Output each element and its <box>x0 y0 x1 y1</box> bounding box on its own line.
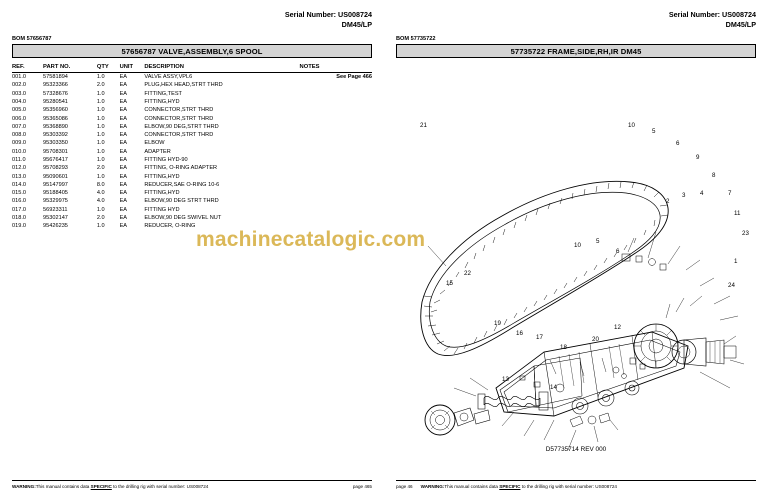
callout-10b: 10 <box>574 242 581 249</box>
right-model: DM45/LP <box>725 19 756 29</box>
cell-ref: 019.0 <box>12 223 26 230</box>
left-warning-strong: SPECIFIC <box>90 484 112 489</box>
left-warning-pre: This manual contains data <box>35 484 91 489</box>
cell-qty: 2.0 <box>96 82 105 89</box>
callout-2: 2 <box>666 198 670 205</box>
cell-notes <box>300 222 372 230</box>
cell-part: 95323366 <box>43 82 68 89</box>
table-row <box>12 206 372 214</box>
left-assembly-title: 57656787 VALVE,ASSEMBLY,6 SPOOL <box>121 46 263 56</box>
table-row <box>12 214 372 222</box>
right-page-number: page 46 <box>396 484 413 489</box>
callout-4: 4 <box>700 190 704 197</box>
cell-ref: 001.0 <box>12 74 26 81</box>
right-title-bar <box>396 44 756 58</box>
cell-unit: EA <box>119 132 128 139</box>
cell-part: 95280541 <box>43 98 68 105</box>
table-row <box>12 164 372 172</box>
table-row <box>12 222 372 230</box>
cell-ref: 018.0 <box>12 214 26 221</box>
cell-unit: EA <box>119 190 128 197</box>
figure-drawing-code: D57735714 REV 000 <box>545 446 607 453</box>
cell-qty: 8.0 <box>96 181 105 188</box>
callout-6b: 6 <box>616 248 620 255</box>
right-warning-post: to the drilling rig with serial number: US008724 <box>520 484 617 489</box>
callout-11: 11 <box>734 210 741 217</box>
cell-part: 95356960 <box>43 107 68 114</box>
cell-unit: EA <box>119 206 128 213</box>
callout-5b: 5 <box>596 238 600 245</box>
cell-desc: ELBOW <box>144 140 165 147</box>
left-serial-value: US008724 <box>338 10 372 19</box>
cell-ref: 013.0 <box>12 173 26 180</box>
callout-19: 19 <box>494 320 501 327</box>
cell-unit: EA <box>119 165 128 172</box>
cell-unit: EA <box>119 156 128 163</box>
table-row <box>12 197 372 205</box>
cell-desc: ADAPTER <box>144 148 171 155</box>
cell-desc: VALVE ASSY,VPL6 <box>144 74 193 81</box>
right-serial-label: Serial Number: <box>668 10 721 19</box>
cell-part: 57328676 <box>43 90 68 97</box>
cell-notes[interactable]: See Page 466 <box>336 74 372 81</box>
cell-desc: FITTING HYD <box>144 206 180 213</box>
table-row <box>12 139 372 147</box>
cell-qty: 1.0 <box>96 132 105 139</box>
cell-qty: 1.0 <box>96 173 105 180</box>
cell-part: 95368890 <box>43 123 68 130</box>
cell-ref: 010.0 <box>12 148 26 155</box>
cell-desc: REDUCER,SAE O-RING 10-6 <box>144 181 220 188</box>
cell-part: 95329975 <box>43 198 68 205</box>
cell-part: 95303350 <box>43 140 68 147</box>
cell-part: 95188405 <box>43 190 68 197</box>
cell-part: 95365086 <box>43 115 68 122</box>
col-qty: QTY <box>97 64 120 73</box>
callout-8: 8 <box>712 172 716 179</box>
col-unit: UNIT <box>120 64 145 73</box>
cell-qty: 1.0 <box>96 156 105 163</box>
cell-ref: 017.0 <box>12 206 26 213</box>
cell-qty: 1.0 <box>96 90 105 97</box>
table-row <box>12 73 372 82</box>
cell-notes <box>300 197 372 205</box>
right-serial-block <box>669 10 756 29</box>
callout-20: 20 <box>592 336 599 343</box>
cell-notes <box>300 172 372 180</box>
right-serial-value: US008724 <box>722 10 756 19</box>
callout-5: 5 <box>652 128 656 135</box>
cell-desc: CONNECTOR,STRT THRD <box>144 132 214 139</box>
table-row <box>12 148 372 156</box>
cell-qty: 1.0 <box>96 98 105 105</box>
callout-7: 7 <box>728 190 732 197</box>
cell-qty: 1.0 <box>96 206 105 213</box>
right-warning-label: WARNING: <box>420 484 445 489</box>
cell-part: 95708293 <box>43 165 68 172</box>
table-row <box>12 123 372 131</box>
right-footer <box>396 480 756 489</box>
cell-part: 95302147 <box>43 214 68 221</box>
cell-notes <box>300 181 372 189</box>
table-row <box>12 106 372 114</box>
cell-unit: EA <box>119 148 128 155</box>
cell-unit: EA <box>119 140 128 147</box>
cell-notes <box>300 106 372 114</box>
cell-notes <box>300 131 372 139</box>
cell-ref: 008.0 <box>12 132 26 139</box>
table-row <box>12 156 372 164</box>
cell-qty: 2.0 <box>96 165 105 172</box>
cell-ref: 016.0 <box>12 198 26 205</box>
cell-unit: EA <box>119 181 128 188</box>
cell-qty: 4.0 <box>96 198 105 205</box>
cell-ref: 005.0 <box>12 107 26 114</box>
cell-notes <box>300 148 372 156</box>
cell-desc: FITTING,HYD <box>144 190 180 197</box>
cell-qty: 2.0 <box>96 214 105 221</box>
cell-qty: 1.0 <box>96 74 105 81</box>
cell-qty: 1.0 <box>96 107 105 114</box>
callout-12: 12 <box>614 324 621 331</box>
right-warning-strong: SPECIFIC <box>499 484 521 489</box>
left-warning-text <box>12 484 345 489</box>
cell-notes <box>300 81 372 89</box>
cell-unit: EA <box>119 107 128 114</box>
left-bom-label: BOM 57656787 <box>12 36 52 42</box>
cell-notes <box>300 214 372 222</box>
cell-notes <box>300 123 372 131</box>
table-row <box>12 90 372 98</box>
cell-desc: CONNECTOR,STRT THRD <box>144 115 214 122</box>
table-row <box>12 98 372 106</box>
callout-21: 21 <box>420 122 427 129</box>
left-warning-label: WARNING: <box>12 484 36 489</box>
cell-qty: 1.0 <box>96 115 105 122</box>
cell-unit: EA <box>119 123 128 130</box>
cell-notes <box>300 189 372 197</box>
cell-qty: 1.0 <box>96 140 105 147</box>
cell-unit: EA <box>119 90 128 97</box>
cell-unit: EA <box>119 223 128 230</box>
cell-ref: 002.0 <box>12 82 26 89</box>
col-ref: REF. <box>12 64 43 73</box>
right-page <box>384 0 768 497</box>
cell-unit: EA <box>119 98 128 105</box>
cell-ref: 004.0 <box>12 98 26 105</box>
exploded-diagram <box>384 120 768 450</box>
cell-unit: EA <box>119 115 128 122</box>
callout-13: 13 <box>502 376 509 383</box>
cell-part: 95676417 <box>43 156 68 163</box>
cell-part: 95147997 <box>43 181 68 188</box>
cell-part: 95303392 <box>43 132 68 139</box>
cell-desc: ELBOW,90 DEG STRT THRD <box>144 198 219 205</box>
cell-desc: FITTING,HYD <box>144 173 180 180</box>
callout-18: 18 <box>560 344 567 351</box>
cell-notes <box>300 114 372 122</box>
table-row <box>12 181 372 189</box>
table-row <box>12 114 372 122</box>
right-bom-label: BOM 57735722 <box>396 36 436 42</box>
cell-notes <box>300 164 372 172</box>
right-warning-pre: This manual contains data <box>444 484 500 489</box>
cell-desc: REDUCER, O-RING <box>144 223 196 230</box>
cell-desc: PLUG,HEX HEAD,STRT THRD <box>144 82 223 89</box>
cell-notes <box>300 90 372 98</box>
callout-17: 17 <box>536 334 543 341</box>
col-description: DESCRIPTION <box>144 64 299 73</box>
cell-qty: 1.0 <box>96 148 105 155</box>
cell-qty: 1.0 <box>96 223 105 230</box>
cell-desc: CONNECTOR,STRT THRD <box>144 107 214 114</box>
callout-6: 6 <box>676 140 680 147</box>
cell-desc: FITTING HYD-90 <box>144 156 188 163</box>
callout-14: 14 <box>550 384 557 391</box>
callout-3: 3 <box>682 192 686 199</box>
cell-notes <box>300 156 372 164</box>
callout-24: 24 <box>728 282 735 289</box>
cell-ref: 014.0 <box>12 181 26 188</box>
table-row <box>12 189 372 197</box>
callout-10: 10 <box>628 122 635 129</box>
cell-ref: 011.0 <box>12 156 26 163</box>
right-warning-text <box>421 484 756 489</box>
cell-desc: FITTING, O-RING ADAPTER <box>144 165 218 172</box>
cell-notes <box>300 98 372 106</box>
cell-qty: 4.0 <box>96 190 105 197</box>
cell-ref: 006.0 <box>12 115 26 122</box>
callout-9: 9 <box>696 154 700 161</box>
left-warning-post: to the drilling rig with serial number: US008724 <box>111 484 209 489</box>
cell-part: 95426235 <box>43 223 68 230</box>
cell-part: 95708301 <box>43 148 68 155</box>
callout-15: 15 <box>446 280 453 287</box>
cell-desc: ELBOW,90 DEG SWIVEL NUT <box>144 214 222 221</box>
left-serial-label: Serial Number: <box>284 10 337 19</box>
cell-ref: 015.0 <box>12 190 26 197</box>
cell-part: 56923311 <box>43 206 68 213</box>
cell-ref: 007.0 <box>12 123 26 130</box>
left-footer <box>12 480 372 489</box>
cell-qty: 1.0 <box>96 123 105 130</box>
cell-unit: EA <box>119 74 128 81</box>
callout-1: 1 <box>734 258 738 265</box>
left-model: DM45/LP <box>341 19 372 29</box>
left-title-bar <box>12 44 372 58</box>
cell-unit: EA <box>119 214 128 221</box>
col-notes: NOTES <box>300 64 372 73</box>
cell-ref: 003.0 <box>12 90 26 97</box>
col-part: PART NO. <box>43 64 97 73</box>
site-watermark: machinecatalogic.com <box>196 228 426 251</box>
cell-unit: EA <box>119 173 128 180</box>
cell-desc: FITTING,HYD <box>144 98 180 105</box>
cell-part: 57581894 <box>43 74 68 81</box>
table-header-row <box>12 64 372 73</box>
cell-desc: ELBOW,90 DEG,STRT THRD <box>144 123 219 130</box>
cell-ref: 009.0 <box>12 140 26 147</box>
cell-part: 95090601 <box>43 173 68 180</box>
cell-desc: FITTING,TEST <box>144 90 182 97</box>
table-row <box>12 172 372 180</box>
right-assembly-title: 57735722 FRAME,SIDE,RH,IR DM45 <box>510 46 642 56</box>
callout-22: 22 <box>464 270 471 277</box>
callout-23: 23 <box>742 230 749 237</box>
cell-unit: EA <box>119 82 128 89</box>
cell-unit: EA <box>119 198 128 205</box>
parts-table <box>12 64 372 230</box>
left-page-number: page 465 <box>352 484 372 489</box>
table-row <box>12 81 372 89</box>
callout-16: 16 <box>516 330 523 337</box>
cell-ref: 012.0 <box>12 165 26 172</box>
table-row <box>12 131 372 139</box>
left-serial-block <box>285 10 372 29</box>
cell-notes <box>300 206 372 214</box>
cell-notes <box>300 139 372 147</box>
